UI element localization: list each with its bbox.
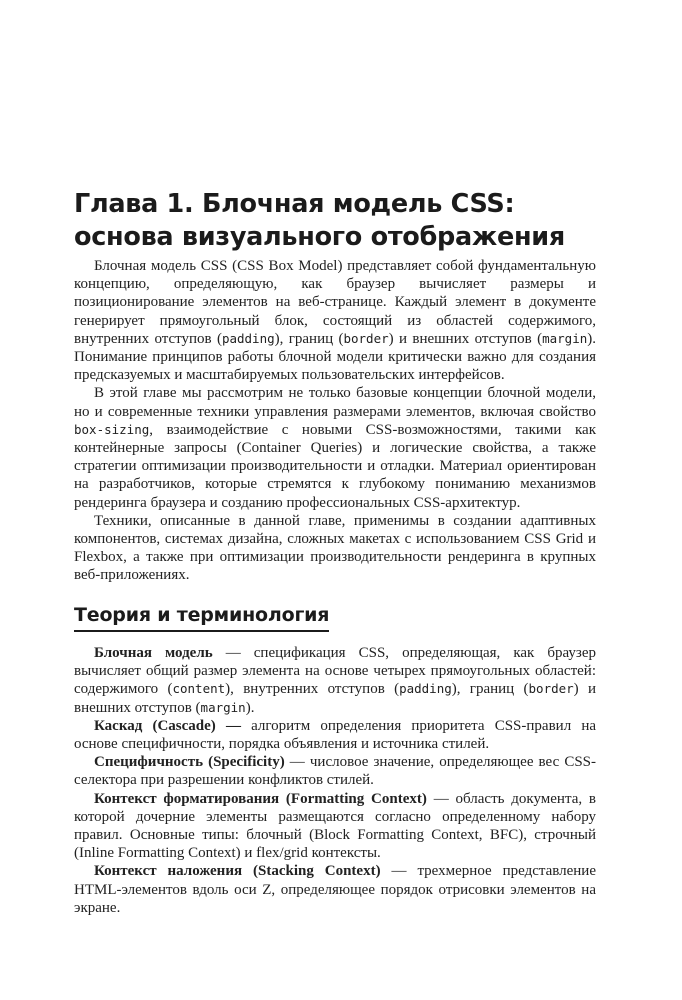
code-content: content: [172, 681, 226, 697]
text-run: ) и внешних отступов (: [388, 330, 543, 347]
text-run: ), внутренних отступов (: [225, 681, 400, 698]
definition-cascade: [74, 717, 596, 753]
code-border: border: [343, 330, 389, 346]
code-padding: padding: [221, 330, 275, 346]
definition-text: — трехмерное представление HTML-элементов вдоль оси Z, определяющее порядок отрисовки элементов на экране.: [74, 863, 596, 916]
text-run: ), границ (: [451, 681, 529, 698]
chapter-title: Глава 1. Блочная модель CSS: основа визуального отображения: [74, 189, 565, 252]
text-run: Блочная модель CSS (CSS Box Model) представляет собой фундаментальную концепцию, определяющую, как браузер вычисляет размеры и позиционирование элементов на веб-странице. Каждый элемент в документе генерирует прямоугольный блок, состоящий из областей содержимого, внутренних отступов (: [74, 258, 596, 347]
code-box-sizing: box-sizing: [74, 421, 150, 437]
definition-term: Каскад (Cascade) —: [94, 717, 241, 734]
code-padding: padding: [399, 681, 452, 697]
definition-text: — область документа, в которой дочерние элементы размещаются согласно определенному набору правил. Основные типы: блочный (Block Formatting Context, BFC), строчный (Inline Formatting Context) и flex/grid контексты.: [74, 790, 597, 862]
definition-term: Специфичность (Specificity): [94, 754, 285, 771]
intro-paragraph-1: [74, 257, 596, 384]
text-run: , взаимодействие с новыми CSS-возможностями, такими как контейнерные запросы (Container Queries) и логические свойства, а также стратегии оптимизации производительности и отладки. Материал ориентирован на разработчиков, которые стремятся к глубокому пониманию механизмов рендеринга браузера и созданию профессиональных CSS-архитектур.: [74, 421, 596, 511]
definition-stacking-context: [74, 862, 596, 917]
definition-specificity: [74, 753, 596, 789]
text-run: ).: [245, 699, 255, 716]
text-run: ). Понимание принципов работы блочной модели критически важно для создания предсказуемых и масштабируемых пользовательских интерфейсов.: [74, 330, 597, 384]
section-heading: Теория и терминология: [74, 603, 329, 632]
definition-term: Контекст форматирования (Formatting Context): [94, 790, 427, 807]
text-run: — спецификация CSS, определяющая, как браузер вычисляет общий размер элемента на основе четырех прямоугольных областей: содержимого (: [74, 645, 596, 698]
code-margin: margin: [200, 699, 246, 715]
text-run: В этой главе мы рассмотрим не только базовые концепции блочной модели, но и современные техники управления размерами элементов, включая свойство: [74, 385, 596, 420]
definition-term: Блочная модель: [94, 645, 213, 661]
code-margin: margin: [542, 330, 588, 346]
definition-text: алгоритм определения приоритета CSS-правил на основе специфичности, порядка объявления и источника стилей.: [74, 717, 596, 753]
definitions-list: [74, 644, 596, 917]
intro-section: [74, 257, 596, 585]
text-run: ), границ (: [274, 330, 344, 347]
code-border: border: [528, 681, 574, 697]
text-run: ) и внешних отступов (: [74, 681, 596, 716]
definition-formatting-context: [74, 790, 596, 863]
intro-paragraph-2: [74, 384, 596, 511]
definition-term: Контекст наложения (Stacking Context): [94, 863, 381, 880]
definition-box-model: [74, 644, 596, 717]
intro-paragraph-3: Техники, описанные в данной главе, применимы в создании адаптивных компонентов, системах дизайна, сложных макетах с использованием CSS Grid и Flexbox, а также при оптимизации производительности рендеринга в крупных веб-приложениях.: [74, 512, 596, 584]
definition-text: — числовое значение, определяющее вес CSS-селектора при разрешении конфликтов стилей.: [74, 754, 596, 789]
